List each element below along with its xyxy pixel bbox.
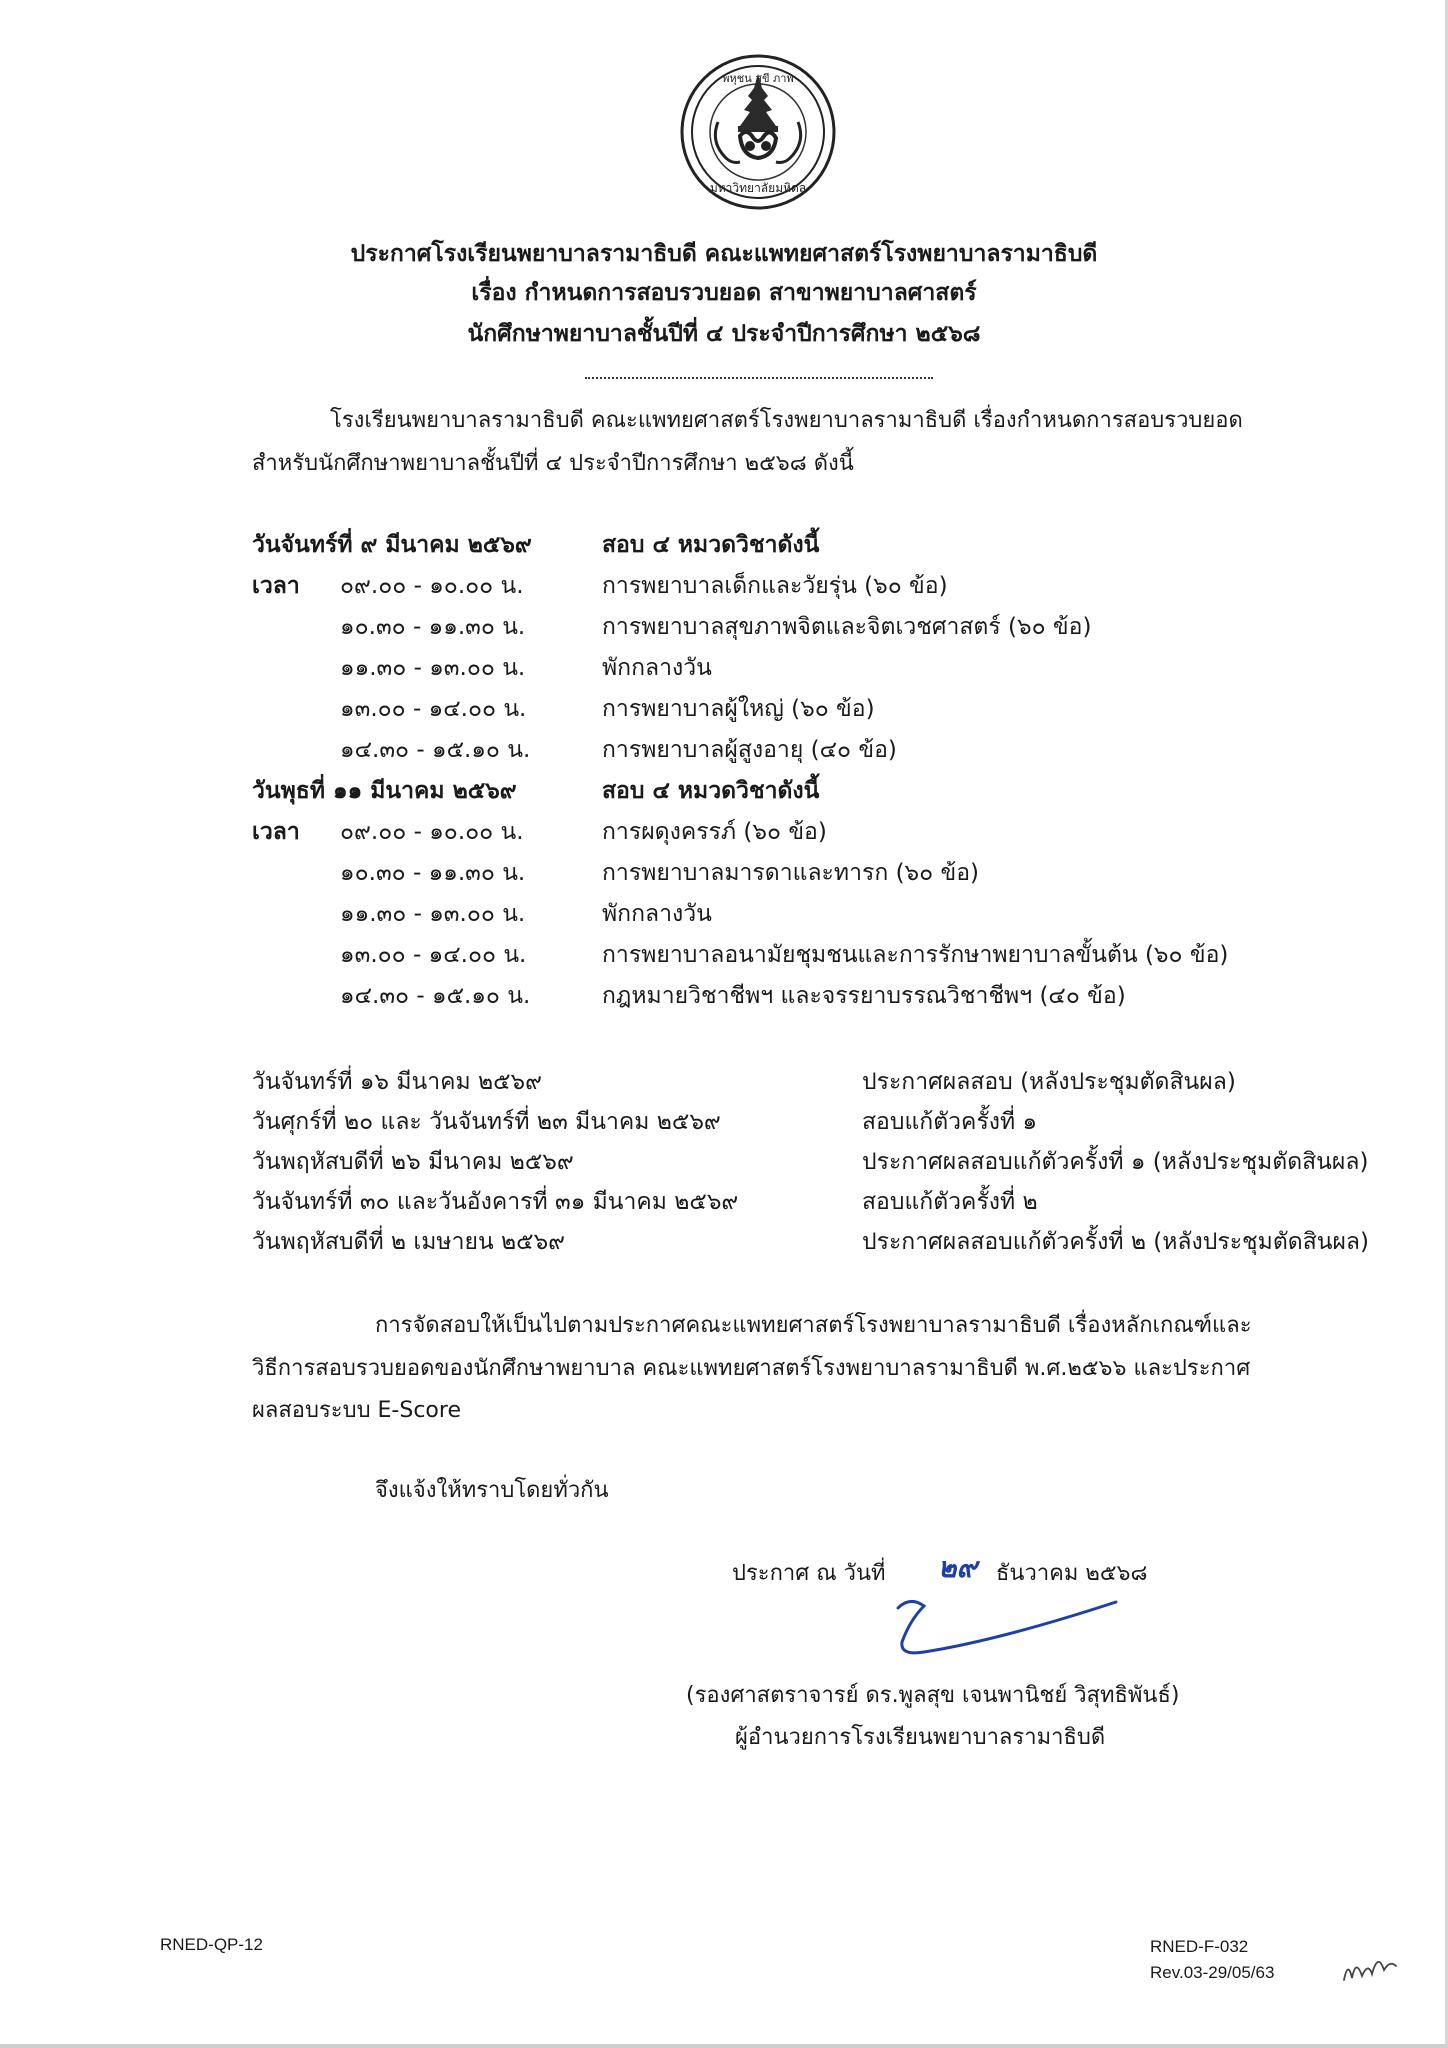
revision-code: Rev.03-29/05/63 — [1150, 1963, 1275, 1982]
session-time: ๐๙.๐๐ - ๑๐.๐๐ น. — [340, 819, 524, 845]
form-code-left: RNED-QP-12 — [160, 1935, 263, 1954]
session-time: ๑๓.๐๐ - ๑๔.๐๐ น. — [340, 942, 527, 968]
session-subject: การพยาบาลผู้สูงอายุ (๔๐ ข้อ) — [602, 737, 897, 763]
exam-day-date: วันจันทร์ที่ ๙ มีนาคม ๒๕๖๙ — [252, 532, 532, 558]
session-time: ๑๔.๓๐ - ๑๕.๑๐ น. — [340, 737, 531, 763]
followup-event: สอบแก้ตัวครั้งที่ ๑ — [862, 1109, 1038, 1135]
signatory-title: ผู้อำนวยการโรงเรียนพยาบาลรามาธิบดี — [735, 1725, 1106, 1750]
form-code-right: RNED-F-032 — [1150, 1937, 1249, 1956]
session-subject: การพยาบาลผู้ใหญ่ (๖๐ ข้อ) — [602, 696, 875, 722]
session-subject: การพยาบาลมารดาและทารก (๖๐ ข้อ) — [602, 860, 980, 886]
session-time: ๑๑.๓๐ - ๑๓.๐๐ น. — [340, 655, 526, 681]
closing-line: ผลสอบระบบ E-Score — [252, 1398, 461, 1423]
signatory-name: (รองศาสตราจารย์ ดร.พูลสุข เจนพานิชย์ วิสุทธิพันธ์) — [686, 1683, 1180, 1708]
exam-day-heading: สอบ ๔ หมวดวิชาดังนี้ — [602, 778, 820, 804]
exam-day-date: วันพุธที่ ๑๑ มีนาคม ๒๕๖๙ — [252, 778, 517, 804]
followup-date: วันจันทร์ที่ ๑๖ มีนาคม ๒๕๖๙ — [252, 1069, 543, 1095]
announcement-title: ประกาศโรงเรียนพยาบาลรามาธิบดี คณะแพทยศาสตร์โรงพยาบาลรามาธิบดี — [350, 241, 1098, 267]
session-time: ๐๙.๐๐ - ๑๐.๐๐ น. — [340, 573, 524, 599]
handwritten-initials — [1338, 1940, 1408, 1990]
announce-date-prefix: ประกาศ ณ วันที่ — [732, 1561, 886, 1586]
session-subject: การพยาบาลสุขภาพจิตและจิตเวชศาสตร์ (๖๐ ข้อ) — [602, 614, 1092, 640]
closing-line: วิธีการสอบรวบยอดของนักศึกษาพยาบาล คณะแพทยศาสตร์โรงพยาบาลรามาธิบดี พ.ศ.๒๕๖๖ และประกาศ — [252, 1356, 1251, 1381]
followup-event: สอบแก้ตัวครั้งที่ ๒ — [862, 1189, 1038, 1215]
followup-date: วันพฤหัสบดีที่ ๒๖ มีนาคม ๒๕๖๙ — [252, 1149, 574, 1175]
page-edge — [0, 2044, 1448, 2048]
session-time: ๑๔.๓๐ - ๑๕.๑๐ น. — [340, 983, 531, 1009]
handwritten-day: ๒๙ — [938, 1551, 977, 1584]
followup-date: วันศุกร์ที่ ๒๐ และ วันจันทร์ที่ ๒๓ มีนาคม ๒๕๖๙ — [252, 1109, 721, 1135]
session-subject: การผดุงครรภ์ (๖๐ ข้อ) — [602, 819, 827, 845]
intro-line: สำหรับนักศึกษาพยาบาลชั้นปีที่ ๔ ประจำปีการศึกษา ๒๕๖๘ ดังนี้ — [252, 451, 854, 476]
announcement-subject: เรื่อง กำหนดการสอบรวบยอด สาขาพยาบาลศาสตร์ — [471, 280, 977, 306]
session-subject: กฎหมายวิชาชีพฯ และจรรยาบรรณวิชาชีพฯ (๔๐ ข้อ) — [602, 983, 1126, 1009]
followup-event: ประกาศผลสอบ (หลังประชุมตัดสินผล) — [862, 1069, 1236, 1095]
time-label: เวลา — [252, 573, 300, 599]
session-time: ๑๑.๓๐ - ๑๓.๐๐ น. — [340, 901, 526, 927]
followup-date: วันจันทร์ที่ ๓๐ และวันอังคารที่ ๓๑ มีนาคม ๒๕๖๙ — [252, 1189, 739, 1215]
university-seal-logo — [678, 52, 838, 212]
seal-motto: พหุชน สุขี ภาพ — [722, 72, 794, 85]
closing-notice: จึงแจ้งให้ทราบโดยทั่วกัน — [375, 1478, 609, 1503]
exam-day-heading: สอบ ๔ หมวดวิชาดังนี้ — [602, 532, 820, 558]
session-subject: การพยาบาลอนามัยชุมชนและการรักษาพยาบาลขั้นต้น (๖๐ ข้อ) — [602, 942, 1229, 968]
time-label: เวลา — [252, 819, 300, 845]
session-time: ๑๓.๐๐ - ๑๔.๐๐ น. — [340, 696, 527, 722]
session-time: ๑๐.๓๐ - ๑๑.๓๐ น. — [340, 860, 526, 886]
announcement-target: นักศึกษาพยาบาลชั้นปีที่ ๔ ประจำปีการศึกษา ๒๕๖๘ — [467, 321, 981, 347]
closing-line: การจัดสอบให้เป็นไปตามประกาศคณะแพทยศาสตร์โรงพยาบาลรามาธิบดี เรื่องหลักเกณฑ์และ — [375, 1313, 1252, 1338]
followup-event: ประกาศผลสอบแก้ตัวครั้งที่ ๑ (หลังประชุมตัดสินผล) — [862, 1149, 1369, 1175]
session-subject: การพยาบาลเด็กและวัยรุ่น (๖๐ ข้อ) — [602, 573, 948, 599]
handwritten-signature — [880, 1590, 1130, 1670]
session-subject: พักกลางวัน — [602, 655, 712, 681]
followup-event: ประกาศผลสอบแก้ตัวครั้งที่ ๒ (หลังประชุมตัดสินผล) — [862, 1229, 1369, 1255]
session-time: ๑๐.๓๐ - ๑๑.๓๐ น. — [340, 614, 526, 640]
announce-date-suffix: ธันวาคม ๒๕๖๘ — [996, 1561, 1148, 1586]
followup-date: วันพฤหัสบดีที่ ๒ เมษายน ๒๕๖๙ — [252, 1229, 566, 1255]
intro-line: โรงเรียนพยาบาลรามาธิบดี คณะแพทยศาสตร์โรงพยาบาลรามาธิบดี เรื่องกำหนดการสอบรวบยอด — [330, 408, 1243, 433]
session-subject: พักกลางวัน — [602, 901, 712, 927]
dotted-divider — [585, 377, 933, 379]
seal-name: มหาวิทยาลัยมหิดล — [709, 181, 807, 195]
